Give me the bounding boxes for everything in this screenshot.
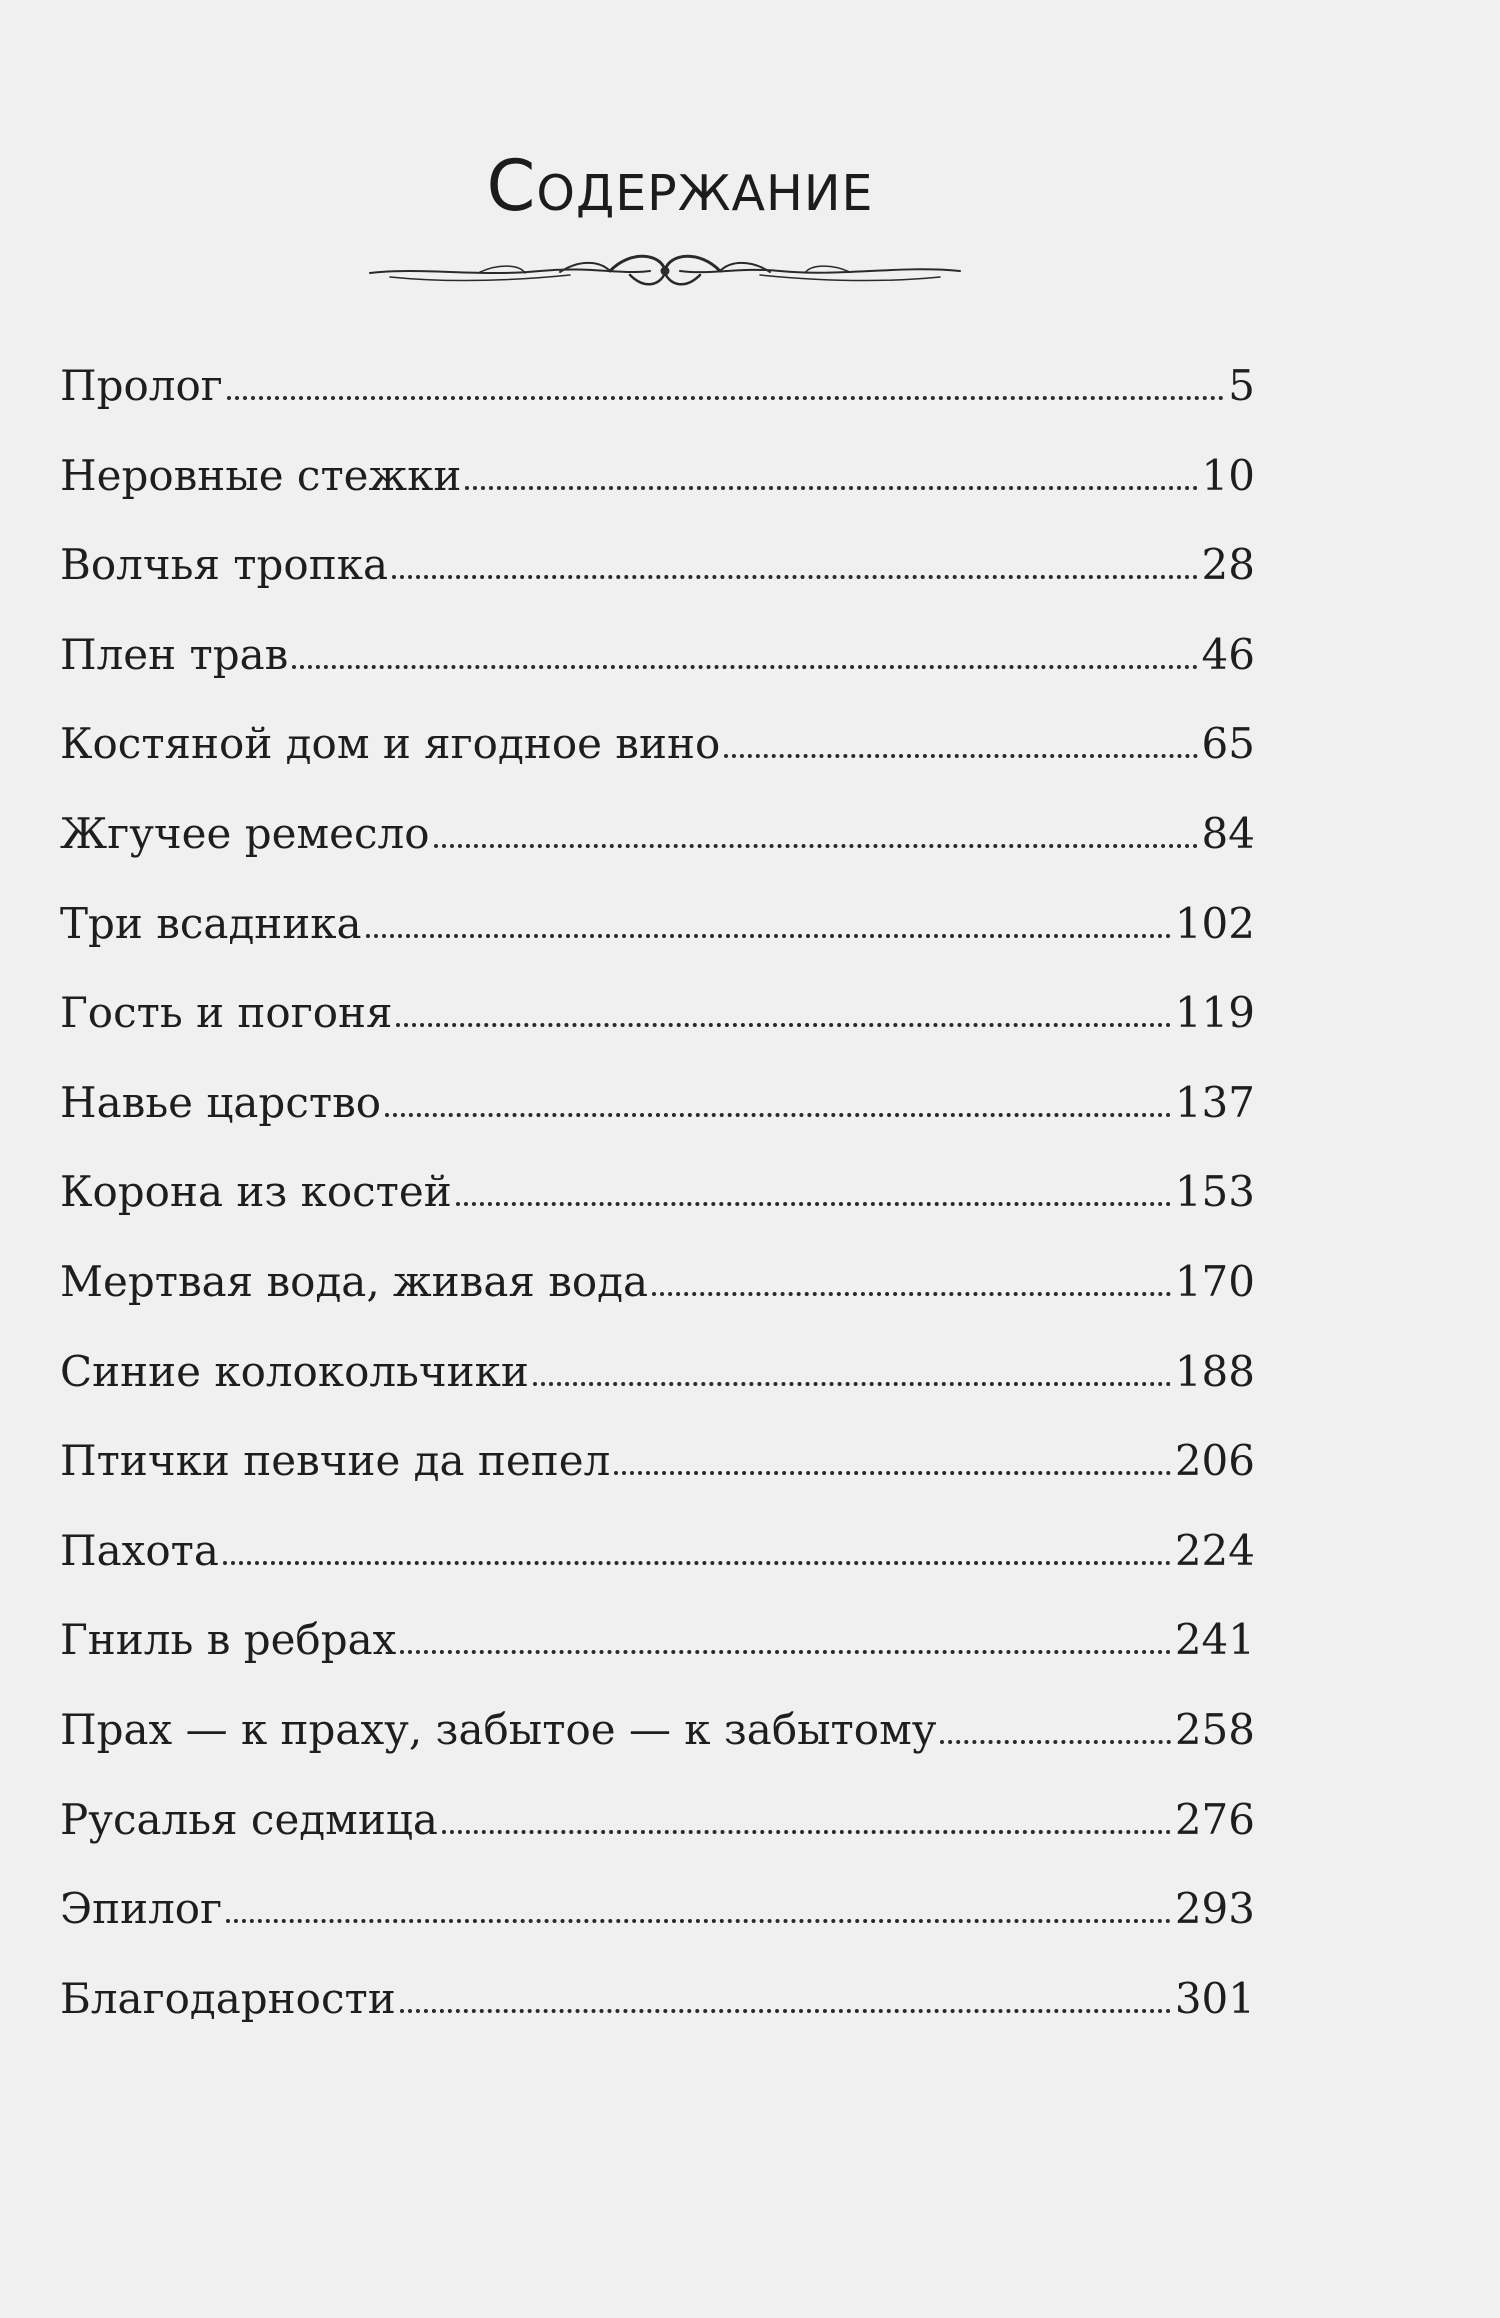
toc-leader-dots (227, 396, 1224, 400)
toc-entry-title: Гниль в ребрах (60, 1615, 397, 1665)
table-of-contents (60, 361, 1255, 2067)
toc-entry-page: 258 (1174, 1704, 1255, 1754)
toc-entry[interactable] (60, 1436, 1255, 1530)
toc-entry-title: Русалья седмица (60, 1794, 438, 1844)
toc-leader-dots (385, 1113, 1171, 1117)
toc-entry[interactable] (60, 1346, 1255, 1441)
toc-leader-dots (614, 1471, 1171, 1475)
toc-entry[interactable] (60, 1077, 1255, 1172)
toc-entry[interactable] (60, 1704, 1255, 1799)
toc-entry[interactable] (60, 1973, 1255, 2068)
toc-leader-dots (396, 1023, 1170, 1027)
toc-entry-page: 170 (1174, 1256, 1255, 1306)
toc-entry-title: Эпилог (60, 1884, 223, 1934)
toc-entry[interactable] (60, 1884, 1255, 1978)
toc-entry[interactable] (60, 1256, 1255, 1351)
toc-leader-dots (652, 1292, 1171, 1296)
toc-entry-title: Корона из костей (60, 1167, 452, 1217)
toc-leader-dots (456, 1202, 1171, 1206)
toc-entry-page: 46 (1201, 629, 1255, 679)
toc-leader-dots (223, 1561, 1171, 1565)
toc-leader-dots (465, 486, 1197, 490)
toc-leader-dots (392, 575, 1198, 579)
flourish-divider-icon (360, 245, 970, 295)
toc-entry-title: Плен трав (60, 629, 289, 679)
toc-entry-title: Навье царство (60, 1077, 382, 1127)
toc-entry[interactable] (60, 988, 1255, 1082)
toc-entry-title: Птички певчие да пепел (60, 1436, 611, 1486)
toc-entry[interactable] (60, 629, 1255, 724)
toc-leader-dots (724, 754, 1197, 758)
toc-entry-page: 241 (1174, 1615, 1255, 1665)
toc-entry-page: 206 (1174, 1436, 1255, 1486)
toc-entry-page: 119 (1174, 988, 1255, 1038)
toc-entry[interactable] (60, 540, 1255, 634)
toc-leader-dots (434, 844, 1198, 848)
toc-entry-page: 84 (1201, 808, 1255, 858)
toc-entry-page: 65 (1201, 719, 1255, 769)
toc-entry[interactable] (60, 1525, 1255, 1620)
toc-entry-title: Три всадника (60, 898, 362, 948)
toc-entry[interactable] (60, 1167, 1255, 1261)
toc-entry-title: Костяной дом и ягодное вино (60, 719, 721, 769)
toc-entry-title: Пролог (60, 361, 223, 410)
toc-entry-page: 276 (1174, 1794, 1255, 1844)
toc-entry-page: 102 (1174, 898, 1255, 948)
toc-entry-page: 188 (1174, 1346, 1255, 1396)
page-title: Содержание (486, 145, 874, 227)
toc-entry-page: 137 (1174, 1077, 1255, 1127)
toc-leader-dots (442, 1830, 1171, 1834)
toc-leader-dots (226, 1919, 1171, 1923)
toc-entry-title: Пахота (60, 1525, 219, 1575)
toc-entry-page: 224 (1174, 1525, 1255, 1575)
toc-leader-dots (940, 1740, 1170, 1744)
toc-entry-title: Синие колокольчики (60, 1346, 529, 1396)
toc-entry[interactable] (60, 719, 1255, 813)
toc-leader-dots (292, 665, 1197, 669)
toc-entry-title: Благодарности (60, 1973, 396, 2023)
toc-entry-page: 5 (1228, 361, 1255, 410)
toc-leader-dots (366, 934, 1171, 938)
toc-entry-title: Неровные стежки (60, 450, 462, 500)
toc-entry-page: 293 (1174, 1884, 1255, 1934)
toc-entry-page: 28 (1201, 540, 1255, 590)
toc-entry[interactable] (60, 898, 1255, 993)
toc-entry-page: 301 (1174, 1973, 1255, 2023)
toc-entry-title: Гость и погоня (60, 988, 393, 1038)
toc-entry-title: Волчья тропка (60, 540, 389, 590)
toc-entry[interactable] (60, 808, 1255, 903)
toc-entry[interactable] (60, 450, 1255, 545)
toc-entry-page: 153 (1174, 1167, 1255, 1217)
toc-leader-dots (400, 1650, 1171, 1654)
toc-leader-dots (533, 1382, 1171, 1386)
toc-entry-title: Мертвая вода, живая вода (60, 1256, 649, 1306)
toc-entry-title: Жгучее ремесло (60, 808, 430, 858)
toc-entry-title: Прах — к праху, забытое — к забытому (60, 1704, 937, 1754)
toc-entry[interactable] (60, 361, 1255, 455)
toc-entry[interactable] (60, 1794, 1255, 1889)
toc-entry-page: 10 (1201, 450, 1255, 500)
toc-leader-dots (400, 2009, 1171, 2013)
toc-entry[interactable] (60, 1615, 1255, 1709)
